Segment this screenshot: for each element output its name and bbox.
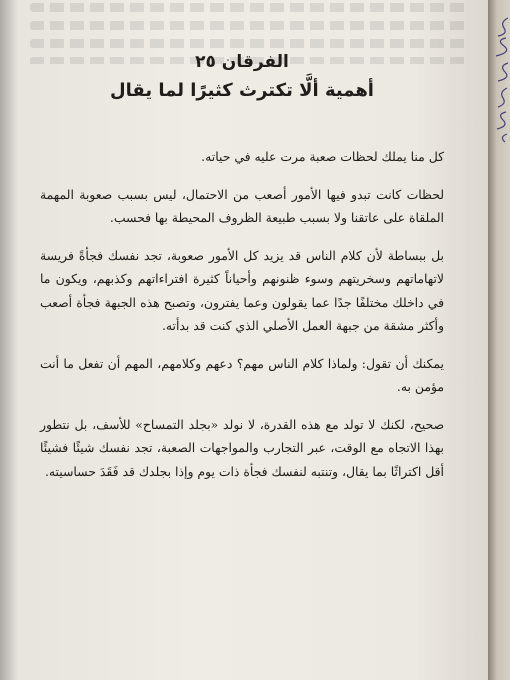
paragraph-1: كل منا يملك لحظات صعبة مرت عليه في حياته. [201, 149, 444, 164]
handwritten-margin-note [472, 8, 510, 158]
page-gutter-shadow [0, 0, 18, 680]
paragraph-5: صحيح، لكنك لا تولد مع هذه القدرة، لا نولد «بجلد التمساح» للأسف، بل نتطور بهذا الاتجاه مع الوقت، عبر التجارب والمواجهات الصعبة، تجد نفسك شيئًا فشيئًا أقل اكتراثًا بما يقال، وتنتبه لنفسك فجأة ذات يوم وإذا بجلدك قد فَقَدَ حساسيته. [40, 416, 444, 479]
paragraph-2: لحظات كانت تبدو فيها الأمور أصعب من الاحتمال، ليس بسبب صعوبة المهمة الملقاة على عاتقنا ولا بسبب طبيعة الظروف المحيطة بها فحسب. [40, 186, 444, 225]
paragraph-3: بل ببساطة لأن كلام الناس قد يزيد كل الأمور صعوبة، تجد نفسك فجأةً فريسة لاتهاماتهم وسخريتهم وسوء ظنونهم وأحياناً كثيرة افتراءاتهم وكذبهم، ويكون ما في داخلك مختلفًا جدًا عما يقولون وعما يفترون، وتصبح هذه الجبهة فجأة أصعب وأكثر مشقة من جبهة العمل الأصلي الذي كنت قد بدأته. [40, 247, 444, 333]
chapter-title: الفرقان ٢٥ [195, 52, 289, 72]
headline: أهمية ألَّا تكترث كثيرًا لما يقال [110, 80, 374, 101]
paragraph-4: يمكنك أن تقول: ولماذا كلام الناس مهم؟ دعهم وكلامهم، المهم أن تفعل ما أنت مؤمن به. [40, 355, 444, 394]
adjacent-page-edge [488, 0, 510, 680]
page-content [40, 52, 444, 497]
